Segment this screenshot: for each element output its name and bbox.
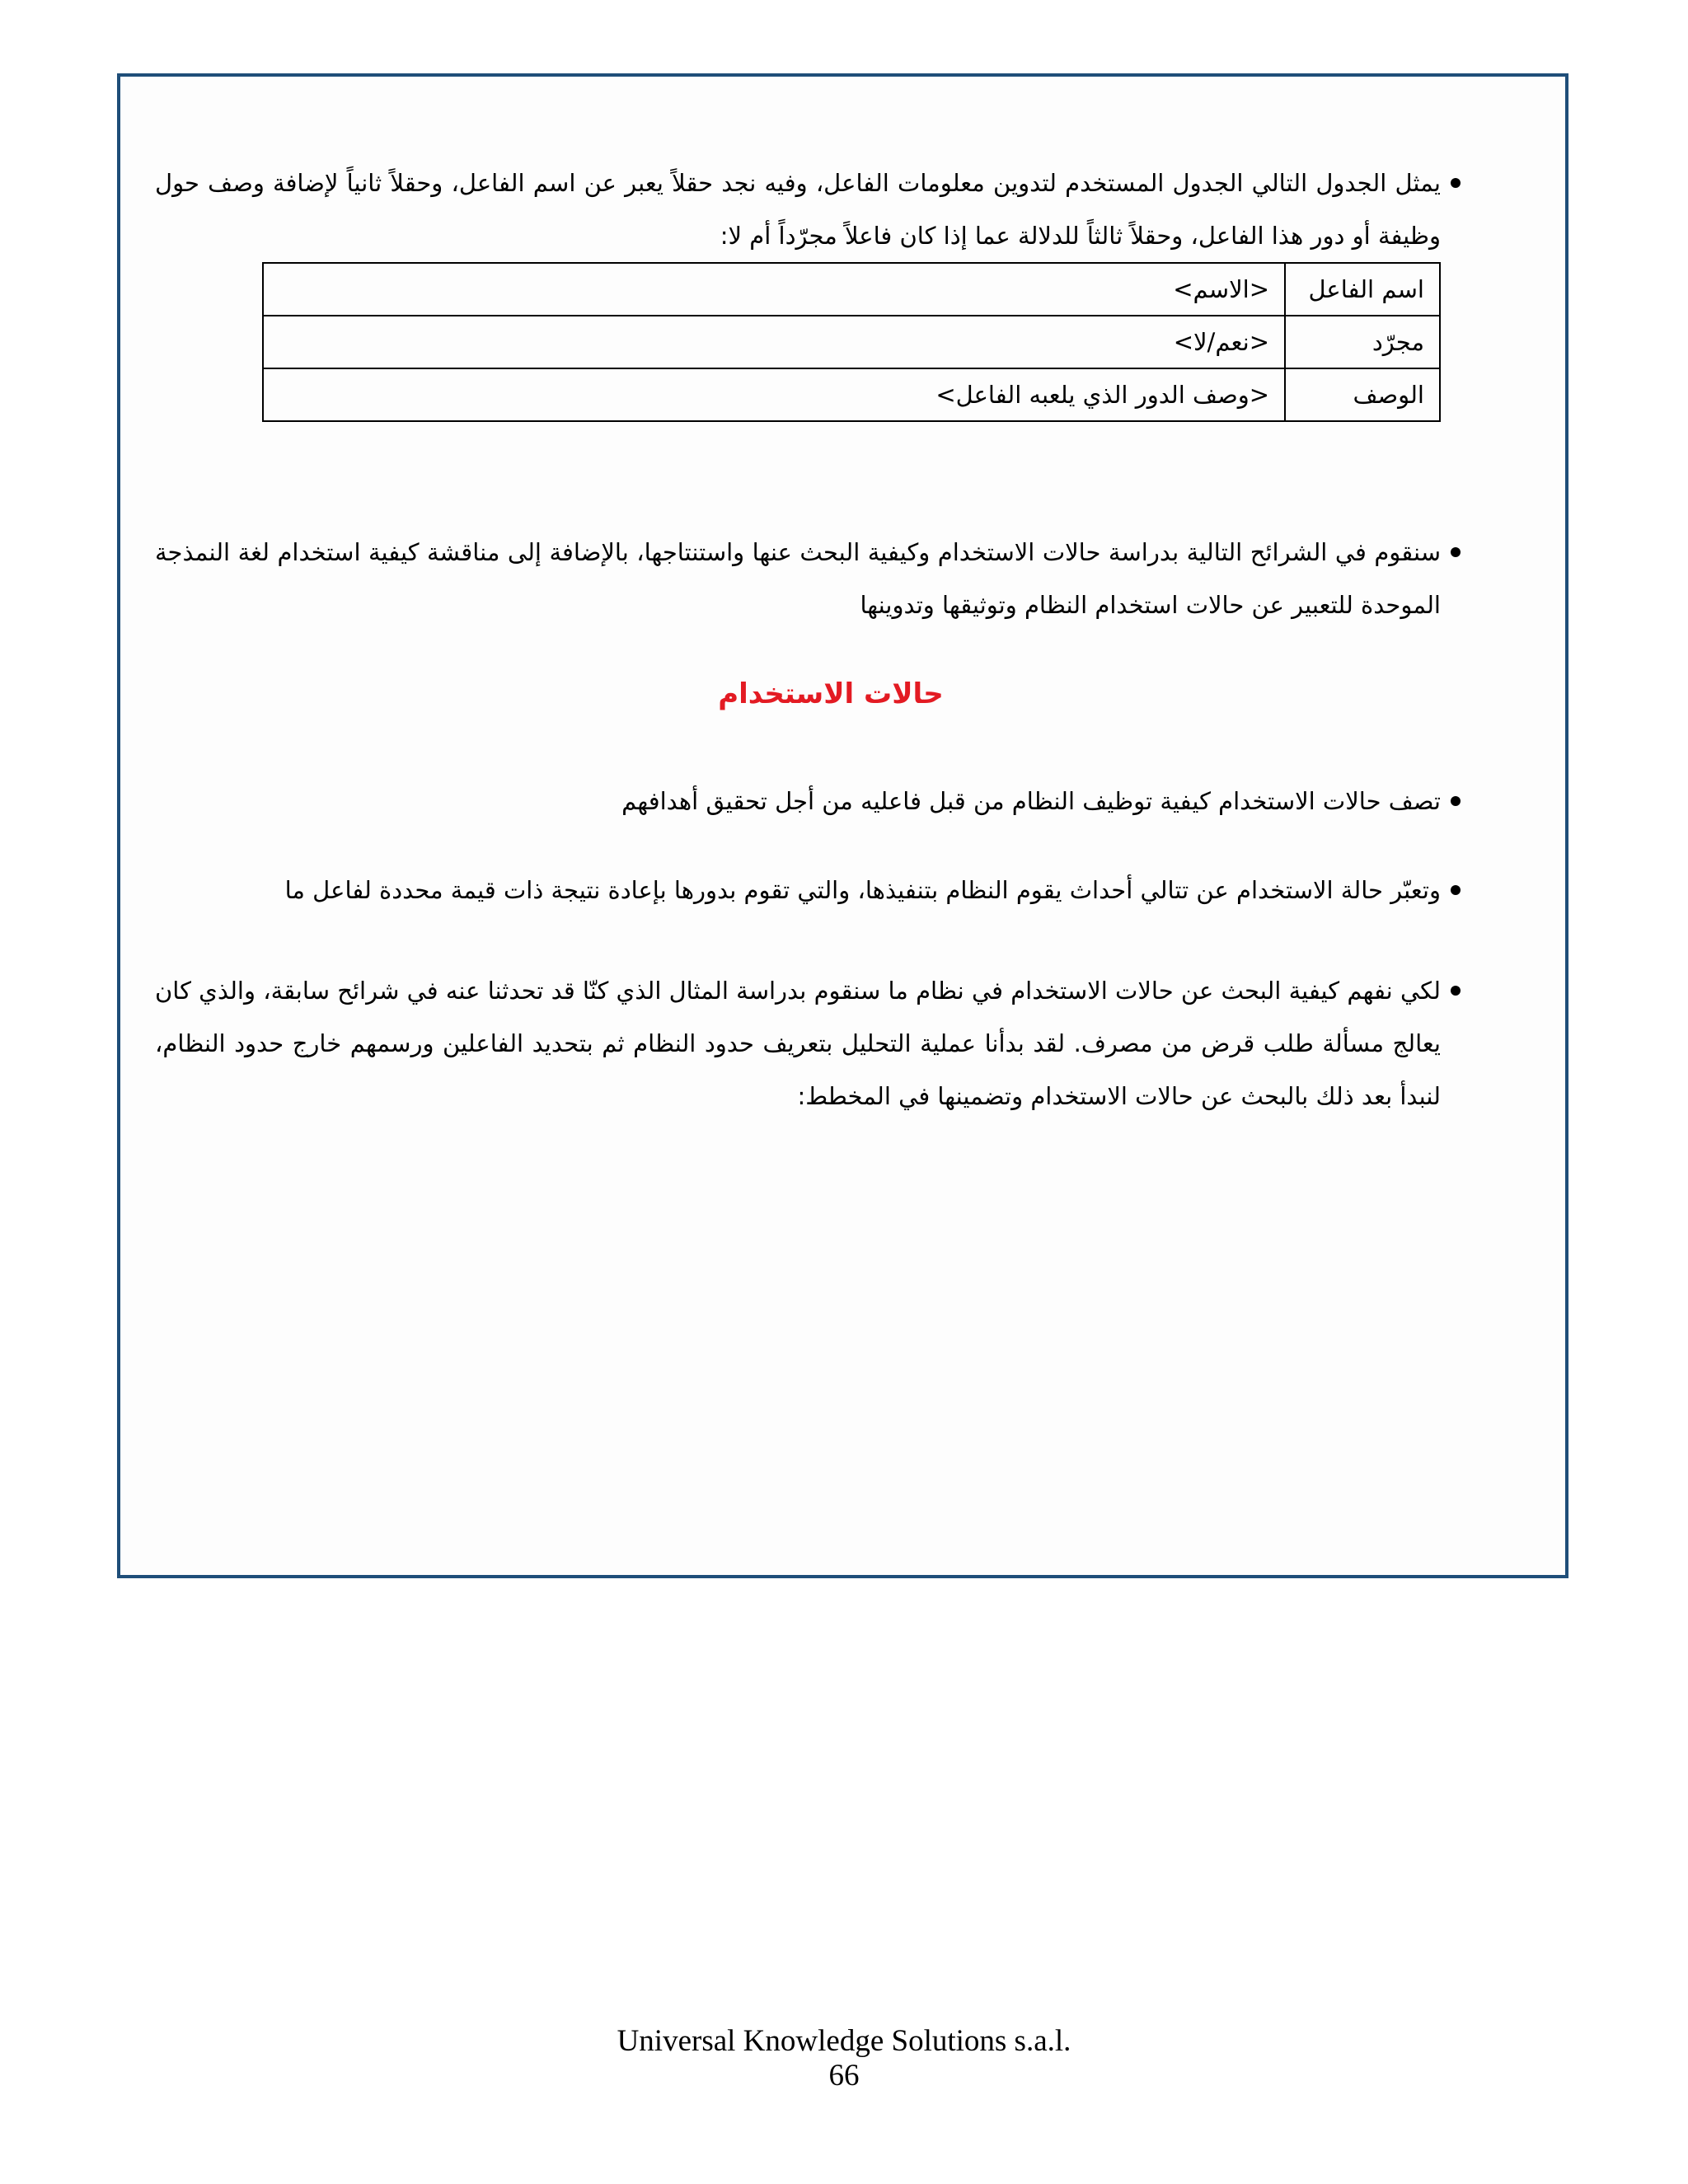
bullet-use-case-events <box>155 864 1441 916</box>
bullet-text: وتعبّر حالة الاستخدام عن تتالي أحداث يقوم النظام بتنفيذها، والتي تقوم بدورها بإعادة نتيجة ذات قيمة محددة لفاعل ما <box>284 876 1441 904</box>
bullet-actor-table-intro <box>155 157 1441 262</box>
bullet-text: لكي نفهم كيفية البحث عن حالات الاستخدام في نظام ما سنقوم بدراسة المثال الذي كنّا قد تحدثنا عنه في شرائح سابقة، والذي كان يعالج مسألة طلب قرض من مصرف. لقد بدأنا عملية التحليل بتعريف حدود النظام ثم بتحديد الفاعلين ورسمهم خارج حدود النظام، لنبدأ بعد ذلك بالبحث عن حالات الاستخدام وتضمينها في المخطط: <box>155 977 1441 1110</box>
table-row <box>263 263 1440 316</box>
page-number: 66 <box>828 2059 860 2093</box>
page-content <box>155 157 1441 1122</box>
bullet-icon <box>1451 775 1461 827</box>
bullet-text: تصف حالات الاستخدام كيفية توظيف النظام من قبل فاعليه من أجل تحقيق أهدافهم <box>621 787 1441 815</box>
bullet-upcoming-slides <box>155 526 1441 631</box>
table-row <box>263 316 1440 368</box>
bullet-text: سنقوم في الشرائح التالية بدراسة حالات الاستخدام وكيفية البحث عنها واستنتاجها، بالإضافة إلى مناقشة كيفية استخدام لغة النمذجة الموحدة للتعبير عن حالات استخدام النظام وتوثيقها وتدوينها <box>155 538 1441 619</box>
bullet-use-case-definition <box>155 775 1441 827</box>
bullet-text: يمثل الجدول التالي الجدول المستخدم لتدوين معلومات الفاعل، وفيه نجد حقلاً يعبر عن اسم الفاعل، وحقلاً ثانياً لإضافة وصف حول وظيفة أو دور هذا الفاعل، وحقلاً ثالثاً للدلالة عما إذا كان فاعلاً مجرّداً أم لا: <box>155 169 1441 250</box>
table-cell-key: الوصف <box>1285 368 1440 421</box>
bullet-icon <box>1451 526 1461 579</box>
actor-info-table <box>262 262 1441 422</box>
table-cell-value: <وصف الدور الذي يلعبه الفاعل> <box>263 368 1285 421</box>
bullet-icon <box>1451 864 1461 916</box>
bullet-icon <box>1451 964 1461 1017</box>
bullet-loan-example <box>155 964 1441 1122</box>
table-cell-value: <الاسم> <box>263 263 1285 316</box>
bullet-icon <box>1451 157 1461 209</box>
table-cell-key: مجرّد <box>1285 316 1440 368</box>
section-title: حالات الاستخدام <box>718 677 944 710</box>
table-row <box>263 368 1440 421</box>
table-cell-key: اسم الفاعل <box>1285 263 1440 316</box>
table-cell-value: <نعم/لا> <box>263 316 1285 368</box>
footer-company: Universal Knowledge Solutions s.a.l. <box>617 2024 1071 2058</box>
